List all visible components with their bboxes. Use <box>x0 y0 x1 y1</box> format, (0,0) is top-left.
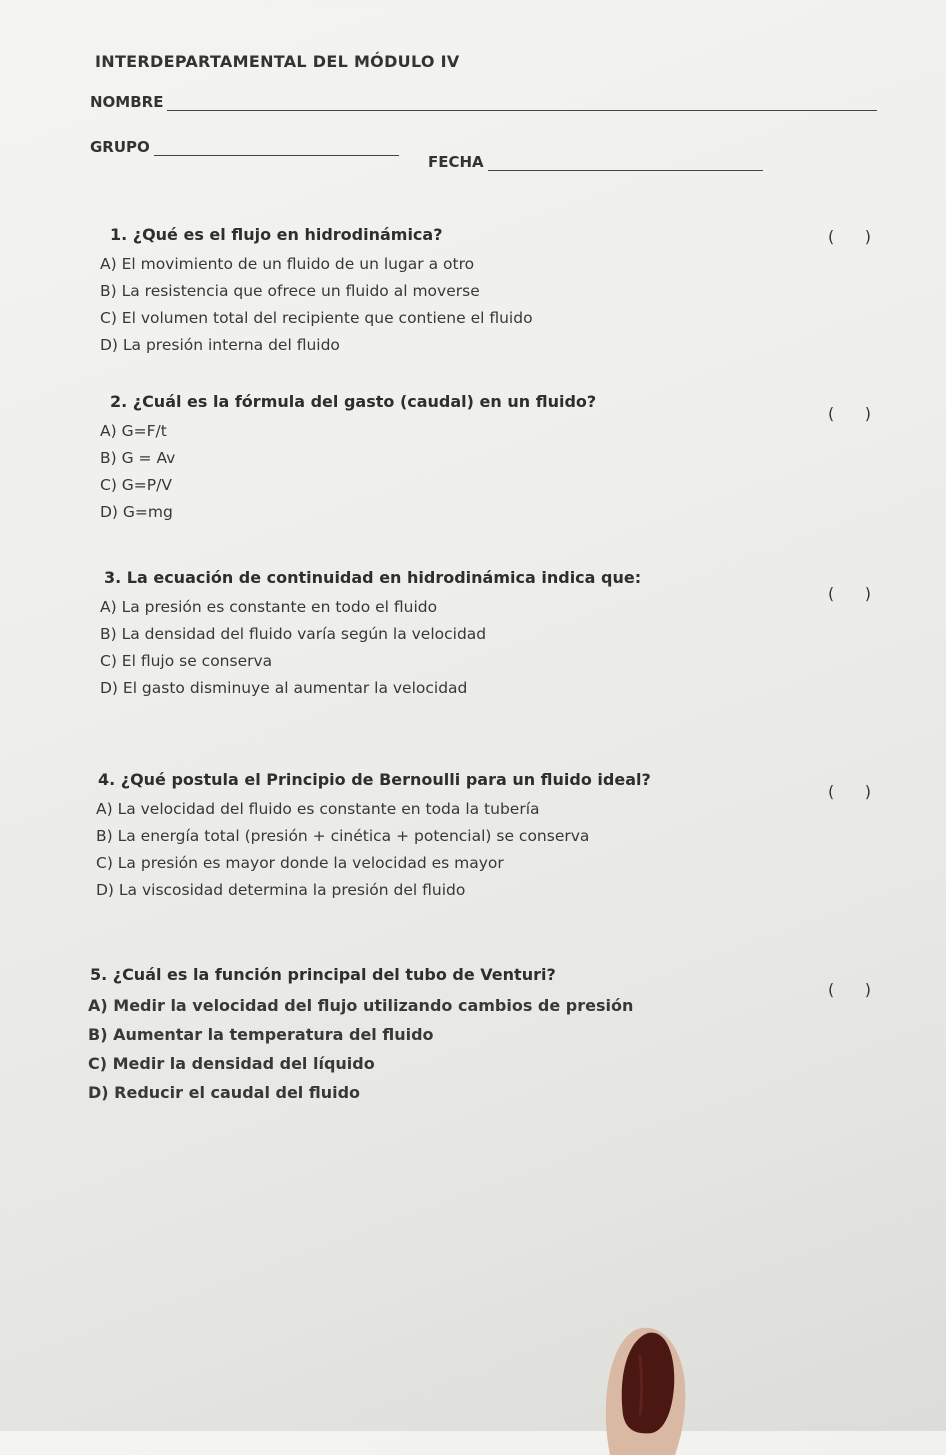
grupo-field[interactable] <box>90 137 399 156</box>
option-d[interactable]: D) El gasto disminuye al aumentar la velocidad <box>100 679 468 697</box>
option-d[interactable]: D) G=mg <box>100 503 173 521</box>
grupo-label: GRUPO <box>90 138 150 156</box>
question-5-text: 5. ¿Cuál es la función principal del tubo de Venturi? <box>90 965 556 984</box>
question-1-text: 1. ¿Qué es el flujo en hidrodinámica? <box>110 225 443 244</box>
question-2-options <box>100 418 175 526</box>
grupo-line[interactable] <box>154 137 399 156</box>
option-b[interactable]: B) La energía total (presión + cinética + potencial) se conserva <box>96 827 590 845</box>
question-3-answer-box[interactable]: ( ) <box>828 584 871 603</box>
option-c[interactable]: C) El flujo se conserva <box>100 652 273 670</box>
option-c[interactable]: C) G=P/V <box>100 476 172 494</box>
nombre-label: NOMBRE <box>90 93 164 111</box>
nombre-field[interactable] <box>90 92 877 111</box>
option-b[interactable]: B) La resistencia que ofrece un fluido al moverse <box>100 282 480 300</box>
question-3-text: 3. La ecuación de continuidad en hidrodinámica indica que: <box>104 568 642 587</box>
option-a[interactable]: A) La velocidad del fluido es constante en toda la tubería <box>96 800 540 818</box>
question-4-text: 4. ¿Qué postula el Principio de Bernoulli para un fluido ideal? <box>98 770 651 789</box>
option-c[interactable]: C) La presión es mayor donde la velocidad es mayor <box>96 854 504 872</box>
option-b[interactable]: B) La densidad del fluido varía según la velocidad <box>100 625 487 643</box>
question-1-options <box>100 251 533 359</box>
option-b[interactable]: B) G = Av <box>100 449 176 467</box>
question-4-options <box>96 796 589 904</box>
option-d[interactable]: D) La viscosidad determina la presión del fluido <box>96 881 466 899</box>
question-5-options <box>88 991 633 1107</box>
fecha-field[interactable] <box>428 152 763 171</box>
option-d[interactable]: D) La presión interna del fluido <box>100 336 340 354</box>
fecha-line[interactable] <box>488 152 763 171</box>
question-2-text: 2. ¿Cuál es la fórmula del gasto (caudal) en un fluido? <box>110 392 597 411</box>
nombre-line[interactable] <box>167 92 877 111</box>
option-c[interactable]: C) El volumen total del recipiente que contiene el fluido <box>100 309 533 327</box>
question-1-answer-box[interactable]: ( ) <box>828 227 871 246</box>
option-b[interactable]: B) Aumentar la temperatura del fluido <box>88 1025 434 1044</box>
option-a[interactable]: A) Medir la velocidad del flujo utilizando cambios de presión <box>88 996 634 1015</box>
option-c[interactable]: C) Medir la densidad del líquido <box>88 1054 375 1073</box>
fingertip-image <box>590 1315 700 1455</box>
question-2-answer-box[interactable]: ( ) <box>828 404 871 423</box>
question-5-answer-box[interactable]: ( ) <box>828 980 871 999</box>
option-a[interactable]: A) G=F/t <box>100 422 167 440</box>
option-d[interactable]: D) Reducir el caudal del fluido <box>88 1083 361 1102</box>
question-3-options <box>100 594 486 702</box>
option-a[interactable]: A) La presión es constante en todo el fluido <box>100 598 438 616</box>
exam-title: INTERDEPARTAMENTAL DEL MÓDULO IV <box>95 52 460 71</box>
option-a[interactable]: A) El movimiento de un fluido de un lugar a otro <box>100 255 475 273</box>
question-4-answer-box[interactable]: ( ) <box>828 782 871 801</box>
fecha-label: FECHA <box>428 153 484 171</box>
